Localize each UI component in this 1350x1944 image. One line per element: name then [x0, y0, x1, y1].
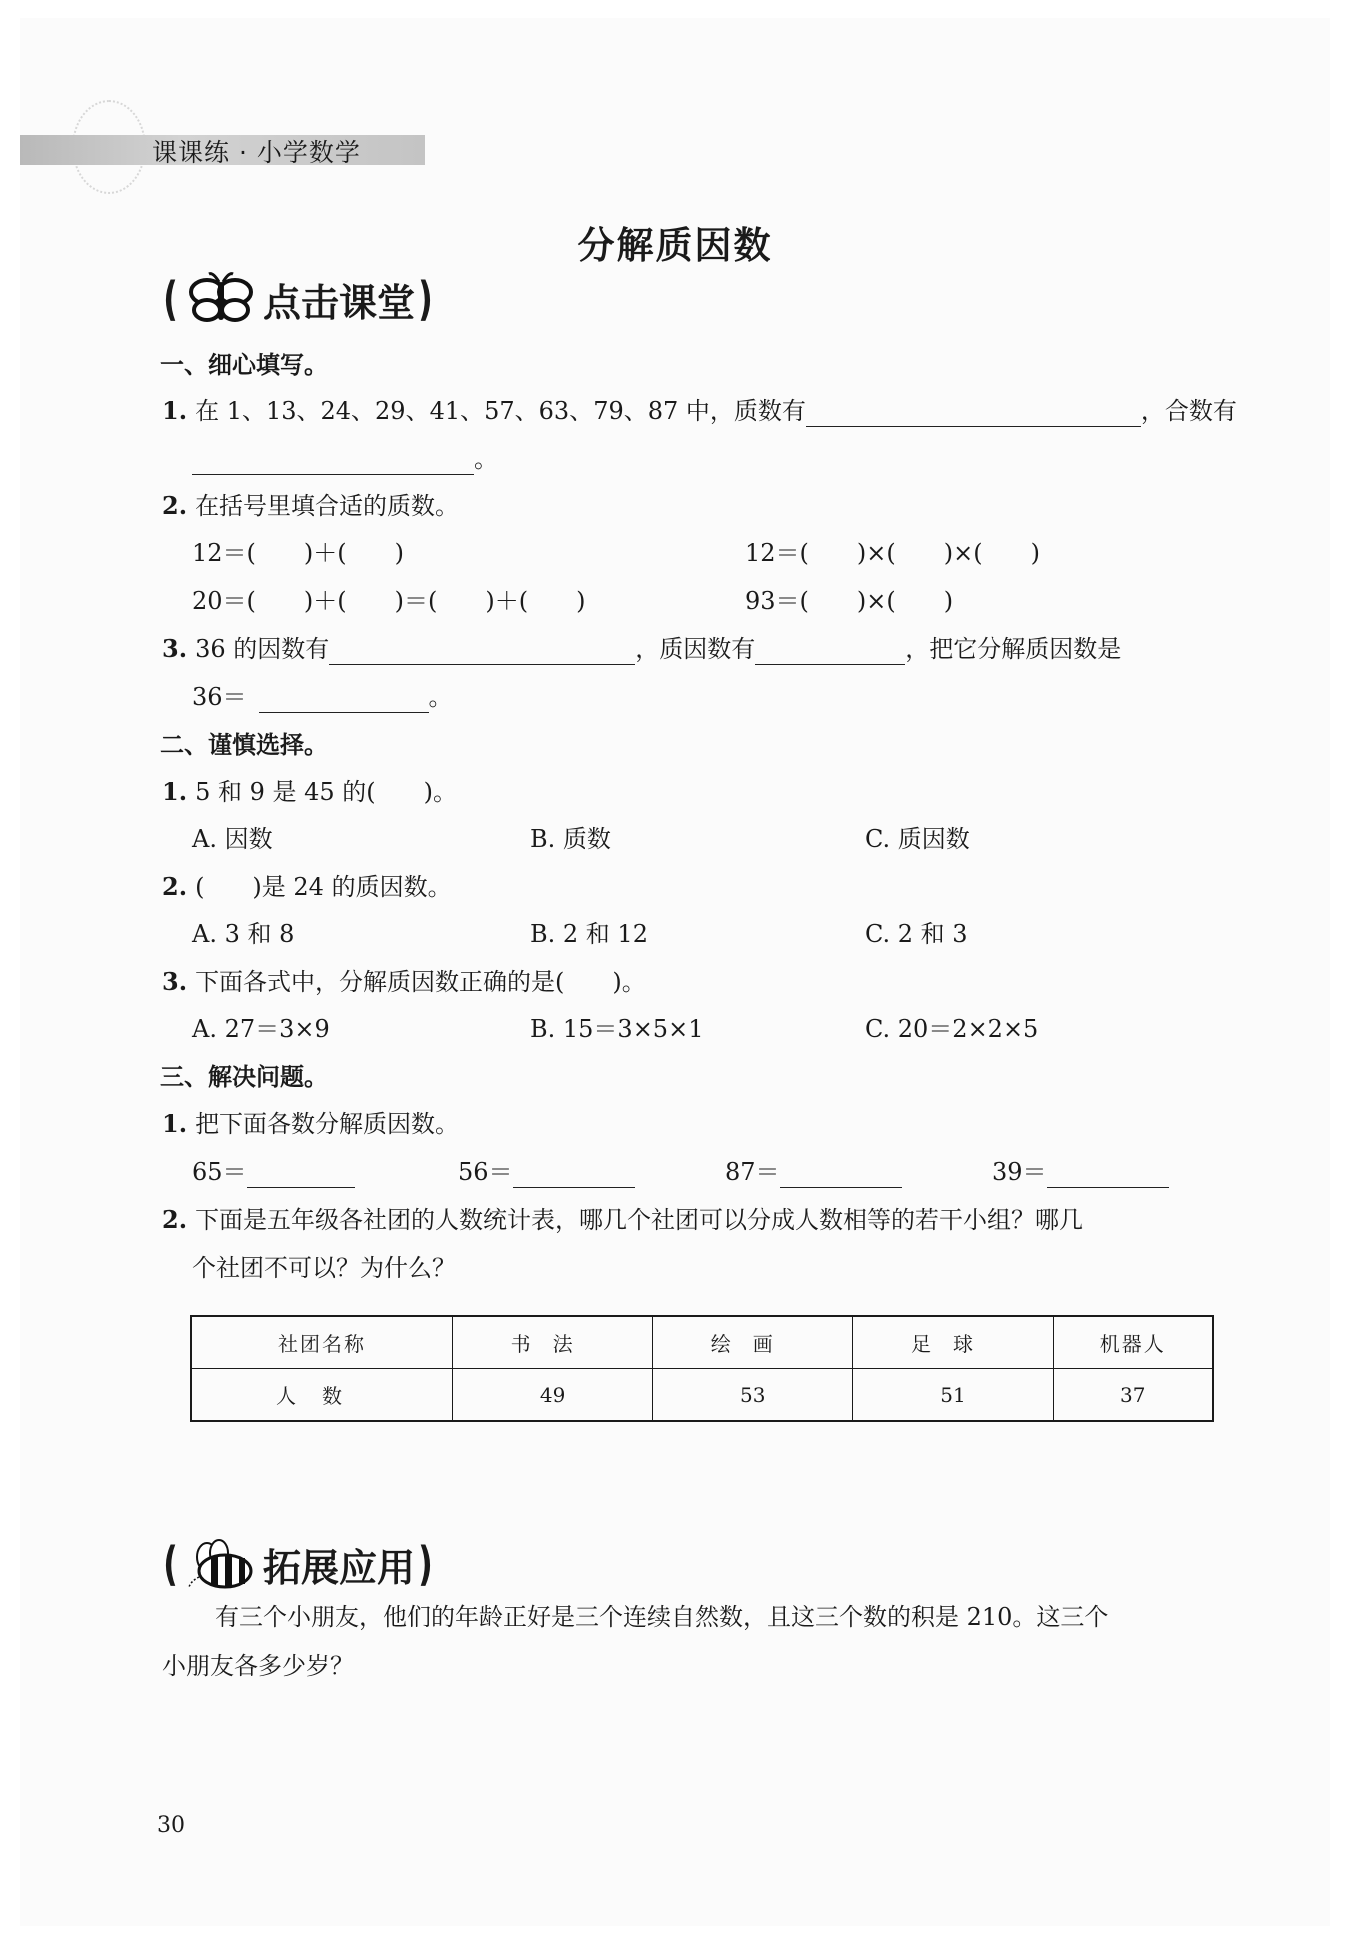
question-text: 5 和 9 是 45 的( )。: [195, 778, 458, 806]
page-number: 30: [157, 1813, 185, 1838]
section-one-heading: 一、细心填写。: [160, 351, 328, 379]
table-cell: 53: [653, 1369, 853, 1422]
classroom-banner-label: 点击课堂: [263, 280, 416, 325]
table-cell: 37: [1053, 1369, 1213, 1422]
question-text: 在 1、13、24、29、41、57、63、79、87 中，质数有: [195, 397, 806, 425]
table-cell: 49: [453, 1369, 653, 1422]
factor-label: 87＝: [725, 1158, 780, 1186]
extension-question-line2: 小朋友各多少岁？: [162, 1652, 354, 1680]
banner-left-bracket: (: [163, 272, 178, 326]
option-b[interactable]: B. 15＝3×5×1: [530, 1015, 704, 1043]
answer-blank[interactable]: [806, 400, 1141, 427]
question-text: 下面各式中，分解质因数正确的是( )。: [195, 968, 646, 996]
option-c[interactable]: C. 2 和 3: [865, 920, 968, 948]
table-header-cell: 社团名称: [191, 1316, 453, 1369]
question-2-1: [162, 776, 457, 808]
series-title: 课课练 · 小学数学: [152, 138, 361, 167]
question-number: 1.: [162, 396, 188, 425]
extension-banner: [160, 1537, 436, 1591]
answer-blank[interactable]: [513, 1161, 635, 1188]
banner-right-bracket: ): [418, 1537, 433, 1591]
question-number: 2.: [162, 1205, 188, 1234]
question-2-3: [162, 966, 646, 998]
club-stats-table: [190, 1315, 1214, 1422]
factor-item-39: [992, 1156, 1169, 1188]
table-header-cell: 机器人: [1053, 1316, 1213, 1369]
question-1-1: [162, 395, 1237, 427]
question-number: 2.: [162, 872, 188, 901]
equation-93-product: 93＝( )×( ): [745, 587, 954, 615]
question-text: 在括号里填合适的质数。: [195, 492, 460, 520]
factor-label: 39＝: [992, 1158, 1047, 1186]
answer-blank[interactable]: [1047, 1161, 1169, 1188]
question-text-mid: ，合数有: [1140, 397, 1237, 425]
table-row-label: 人数: [191, 1369, 453, 1422]
equation-12-sum: 12＝( )＋( ): [192, 539, 404, 567]
question-1-3: [162, 633, 1121, 665]
question-number: 1.: [162, 1109, 188, 1138]
extension-question-line1: 有三个小朋友，他们的年龄正好是三个连续自然数，且这三个数的积是 210。这三个: [215, 1603, 1109, 1631]
answer-blank[interactable]: [259, 686, 429, 713]
answer-blank[interactable]: [755, 638, 905, 665]
question-3-2: [162, 1204, 1083, 1236]
question-number: 1.: [162, 777, 188, 806]
factor-item-56: [458, 1156, 635, 1188]
section-three-heading: 三、解决问题。: [160, 1063, 328, 1091]
question-text-b: ，质因数有: [635, 635, 756, 663]
butterfly-icon: [185, 272, 259, 326]
equation-20-sum: 20＝( )＋( )＝( )＋( ): [192, 587, 586, 615]
question-text-c: ，把它分解质因数是: [905, 635, 1122, 663]
question-3-2-cont: 个社团不可以？为什么？: [192, 1254, 456, 1282]
table-header-cell: 足球: [853, 1316, 1053, 1369]
question-text: 把下面各数分解质因数。: [195, 1110, 460, 1138]
table-row: [191, 1369, 1213, 1422]
option-c[interactable]: C. 20＝2×2×5: [865, 1015, 1039, 1043]
answer-blank[interactable]: [192, 448, 474, 475]
option-a[interactable]: A. 3 和 8: [192, 920, 295, 948]
question-2-2: [162, 871, 452, 903]
option-b[interactable]: B. 质数: [530, 825, 611, 853]
question-text-end: 。: [474, 445, 498, 473]
question-text: ( )是 24 的质因数。: [195, 873, 452, 901]
question-text-end: 。: [428, 683, 453, 711]
table-header-row: [191, 1316, 1213, 1369]
table-header-cell: 书法: [453, 1316, 653, 1369]
table-header-cell: 绘画: [653, 1316, 853, 1369]
question-text: 下面是五年级各社团的人数统计表，哪几个社团可以分成人数相等的若干小组？哪几: [195, 1206, 1084, 1234]
section-two-heading: 二、谨慎选择。: [160, 731, 328, 759]
question-text-d: 36＝: [192, 683, 247, 711]
option-a[interactable]: A. 27＝3×9: [192, 1015, 330, 1043]
banner-right-bracket: ): [418, 272, 433, 326]
option-b[interactable]: B. 2 和 12: [530, 920, 648, 948]
question-1-3-cont: [192, 681, 453, 713]
answer-blank[interactable]: [247, 1161, 355, 1188]
table-cell: 51: [853, 1369, 1053, 1422]
question-number: 3.: [162, 967, 188, 996]
answer-blank[interactable]: [329, 638, 635, 665]
question-number: 2.: [162, 491, 188, 520]
option-c[interactable]: C. 质因数: [865, 825, 970, 853]
question-1-2: [162, 490, 459, 522]
question-text: 36 的因数有: [195, 635, 330, 663]
page-title: 分解质因数: [577, 224, 773, 267]
factor-label: 65＝: [192, 1158, 247, 1186]
extension-banner-label: 拓展应用: [263, 1545, 416, 1590]
bee-icon: [185, 1537, 259, 1591]
banner-left-bracket: (: [163, 1537, 178, 1591]
factor-label: 56＝: [458, 1158, 513, 1186]
option-a[interactable]: A. 因数: [192, 825, 273, 853]
question-number: 3.: [162, 634, 188, 663]
classroom-banner: [160, 272, 436, 326]
question-3-1: [162, 1108, 459, 1140]
answer-blank[interactable]: [780, 1161, 902, 1188]
factor-item-65: [192, 1156, 355, 1188]
factor-item-87: [725, 1156, 902, 1188]
question-1-1-cont: [192, 443, 498, 475]
equation-12-product: 12＝( )×( )×( ): [745, 539, 1040, 567]
